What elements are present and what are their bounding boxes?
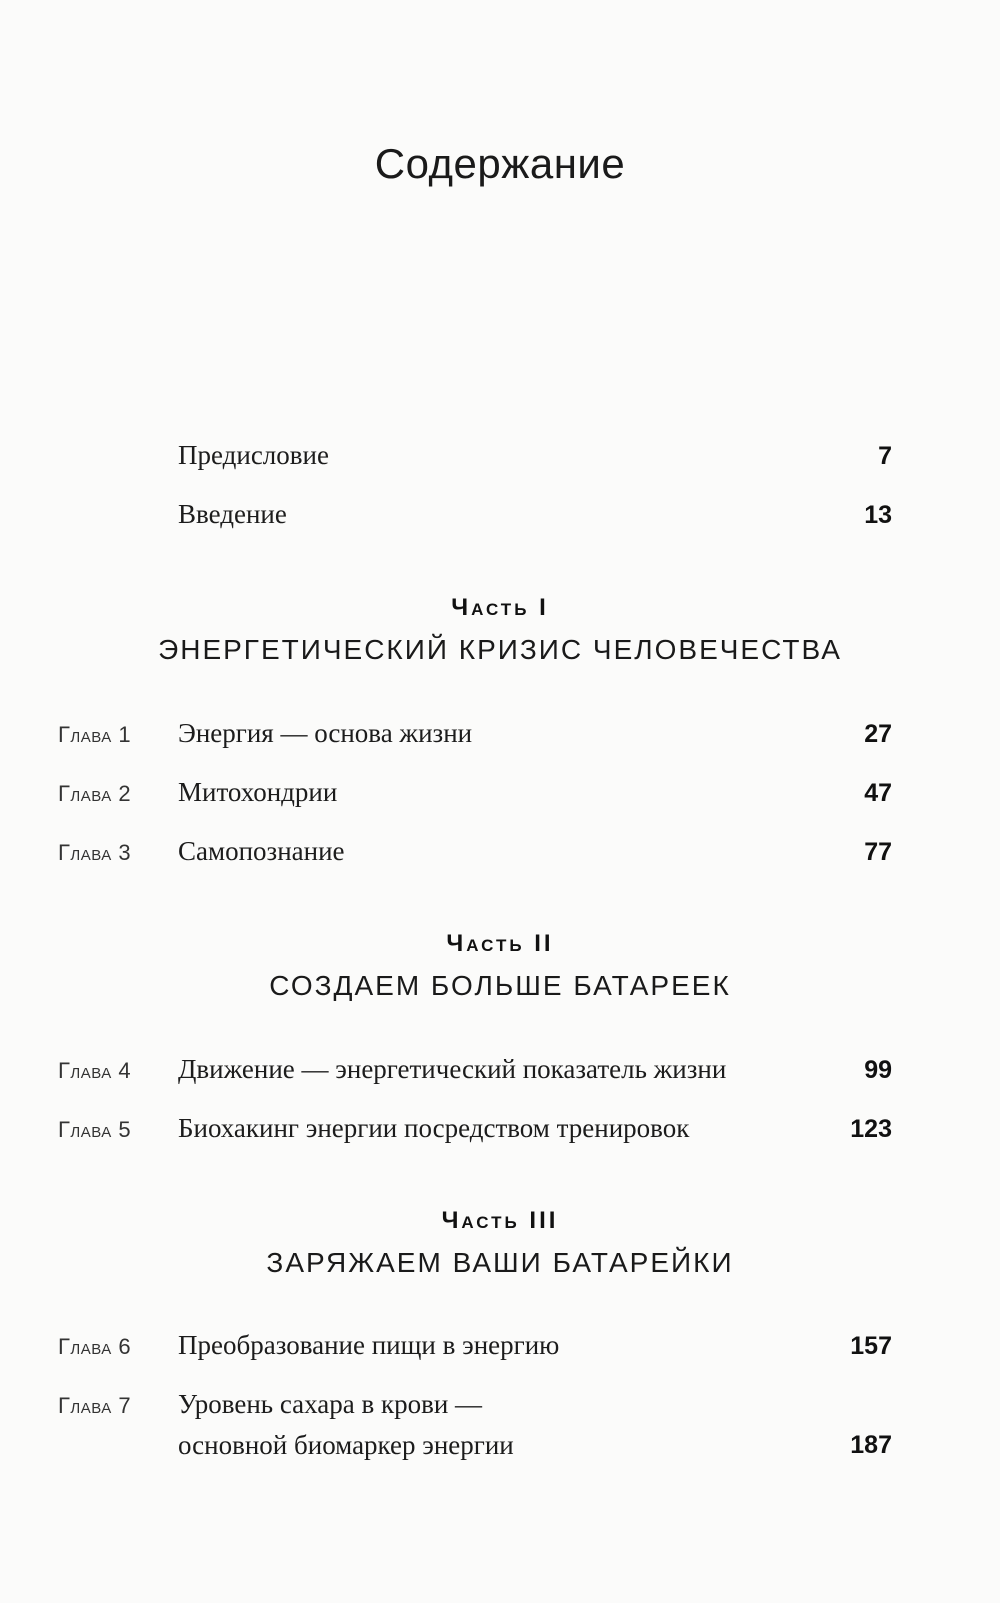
chapter-number: Глава 4 bbox=[58, 1058, 132, 1083]
entry-page: 27 bbox=[864, 720, 892, 748]
entry-title bbox=[178, 1389, 514, 1461]
chapter-number: Глава 3 bbox=[58, 840, 132, 865]
part-1-label: Часть I bbox=[451, 594, 549, 621]
toc-entry-chapter-5[interactable] bbox=[0, 1109, 1000, 1149]
entry-page: 187 bbox=[850, 1431, 892, 1459]
toc-entry-chapter-7[interactable] bbox=[0, 1385, 1000, 1475]
chapter-number: Глава 7 bbox=[58, 1393, 132, 1418]
entry-title: Митохондрии bbox=[178, 777, 338, 807]
part-2-label: Часть II bbox=[446, 930, 554, 957]
entry-title-line-1: Уровень сахара в крови — bbox=[178, 1389, 483, 1419]
entry-title: Движение — энергетический показатель жизни bbox=[178, 1054, 727, 1084]
toc-entry-preface[interactable] bbox=[0, 436, 1000, 476]
toc-entry-chapter-1[interactable] bbox=[0, 714, 1000, 754]
part-3-title: ЗАРЯЖАЕМ ВАШИ БАТАРЕЙКИ bbox=[266, 1247, 734, 1278]
entry-title: Введение bbox=[178, 499, 287, 529]
chapter-number: Глава 5 bbox=[58, 1117, 132, 1142]
toc-entry-chapter-4[interactable] bbox=[0, 1050, 1000, 1090]
entry-title: Энергия — основа жизни bbox=[178, 718, 473, 748]
part-2-title: СОЗДАЕМ БОЛЬШЕ БАТАРЕЕК bbox=[269, 970, 731, 1001]
entry-title-line-2: основной биомаркер энергии bbox=[178, 1430, 514, 1460]
entry-page: 77 bbox=[864, 838, 892, 866]
entry-page: 47 bbox=[864, 779, 892, 807]
entry-page: 123 bbox=[850, 1115, 892, 1143]
entry-title: Биохакинг энергии посредством тренировок bbox=[178, 1113, 690, 1143]
toc-entry-introduction[interactable] bbox=[0, 495, 1000, 535]
toc-entry-chapter-2[interactable] bbox=[0, 773, 1000, 813]
entry-title: Преобразование пищи в энергию bbox=[178, 1330, 560, 1360]
toc-entry-chapter-3[interactable] bbox=[0, 832, 1000, 872]
chapter-number: Глава 6 bbox=[58, 1334, 132, 1359]
entry-page: 157 bbox=[850, 1332, 892, 1360]
part-3-label: Часть III bbox=[441, 1207, 559, 1234]
entry-page: 99 bbox=[864, 1056, 892, 1084]
part-1-title: ЭНЕРГЕТИЧЕСКИЙ КРИЗИС ЧЕЛОВЕЧЕСТВА bbox=[158, 634, 842, 665]
entry-page: 13 bbox=[864, 501, 892, 529]
page-title: Содержание bbox=[374, 140, 626, 187]
toc-entry-chapter-6[interactable] bbox=[0, 1326, 1000, 1366]
entry-title: Предисловие bbox=[178, 440, 329, 470]
chapter-number: Глава 1 bbox=[58, 722, 132, 747]
chapter-number: Глава 2 bbox=[58, 781, 132, 806]
entry-page: 7 bbox=[878, 442, 892, 470]
entry-title: Самопознание bbox=[178, 836, 345, 866]
